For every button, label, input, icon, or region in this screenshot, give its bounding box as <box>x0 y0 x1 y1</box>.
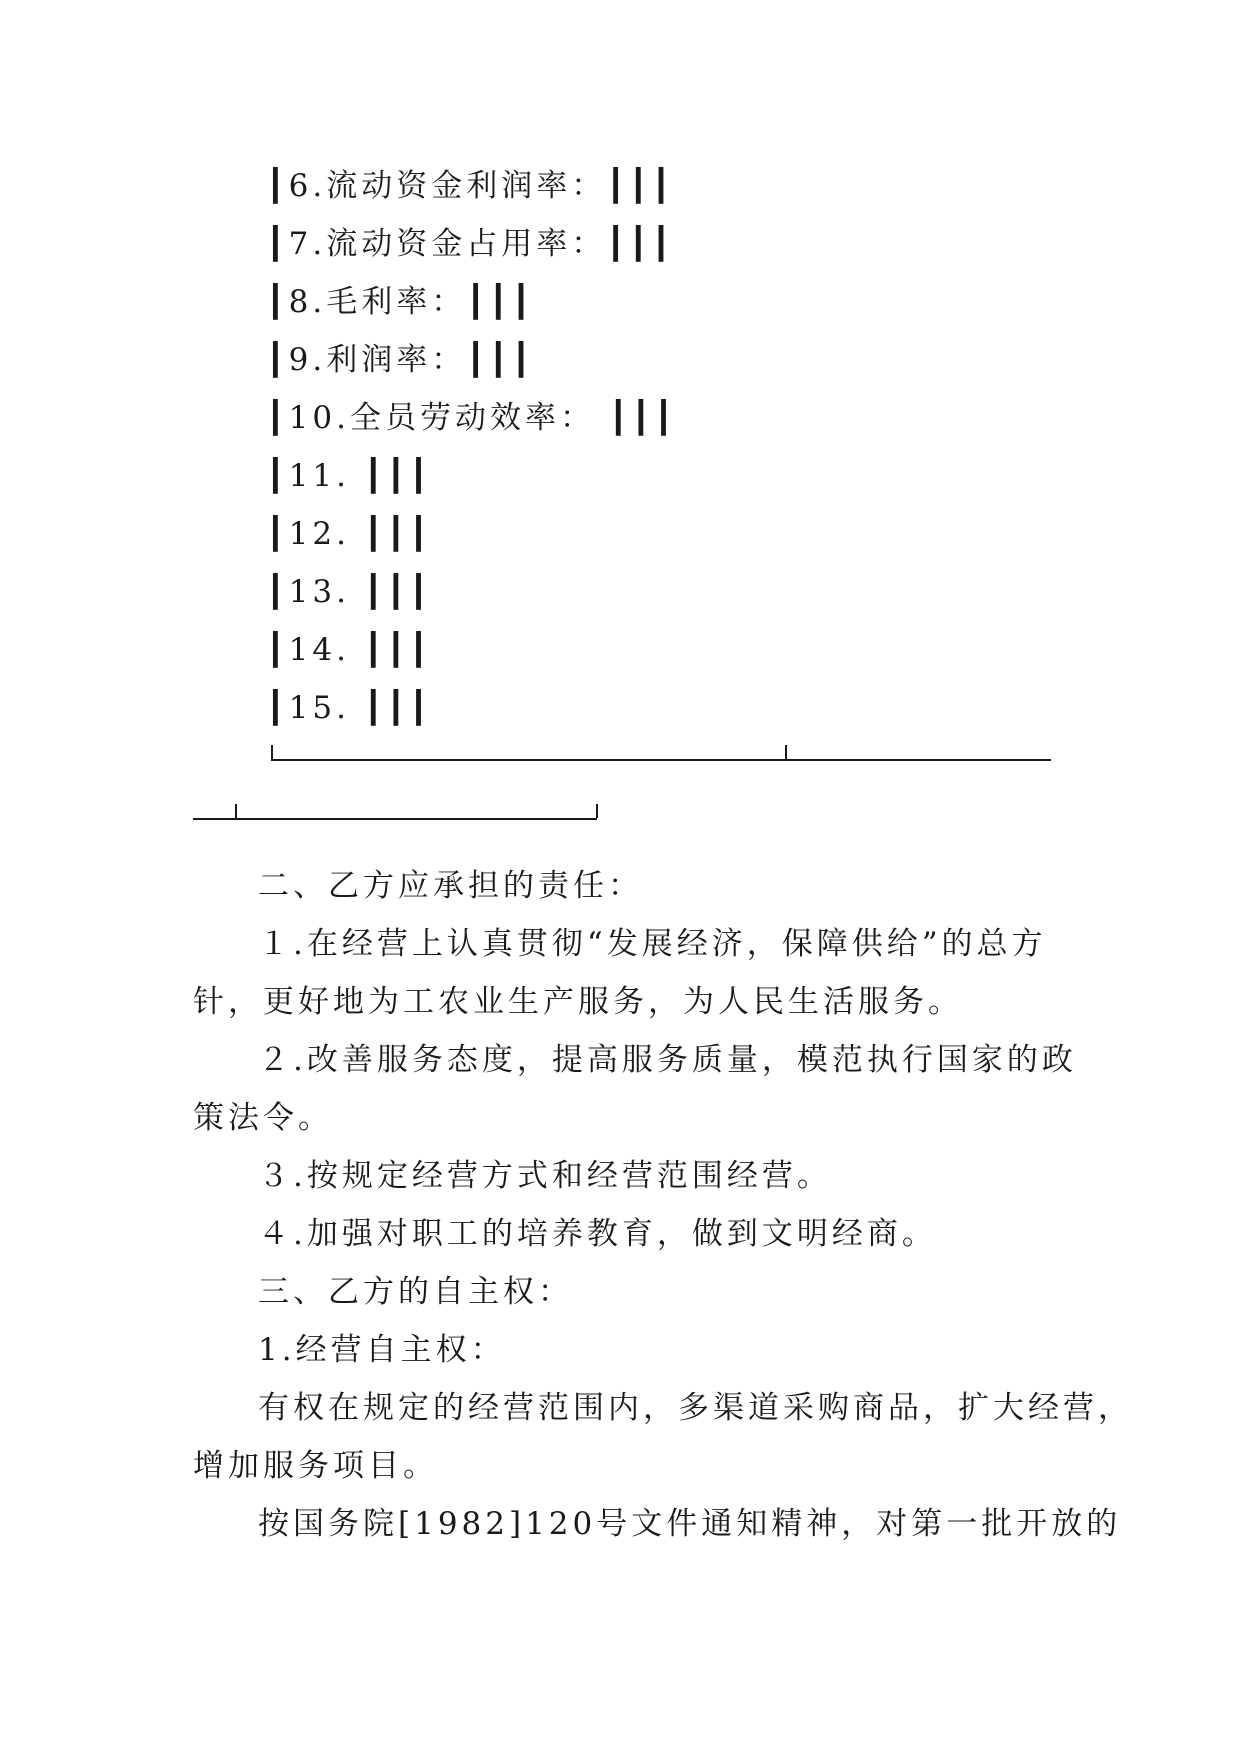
table-row-15: ┃15. ┃┃┃ <box>266 690 432 726</box>
table-row-10: ┃10.全员劳动效率： ┃┃┃ <box>266 400 677 436</box>
table-row-13: ┃13. ┃┃┃ <box>266 574 432 610</box>
section-2-item-2-line-2: 策法令。 <box>193 1100 333 1136</box>
table-row-11: ┃11. ┃┃┃ <box>266 458 432 494</box>
table-row-9: ┃9.利润率：┃┃┃ <box>266 342 535 378</box>
section-3-para-2-line-1: 按国务院[1982]120号文件通知精神，对第一批开放的 <box>258 1506 1122 1542</box>
table-row-8: ┃8.毛利率：┃┃┃ <box>266 284 535 320</box>
table-row-12: ┃12. ┃┃┃ <box>266 516 432 552</box>
section-3-heading: 三、乙方的自主权： <box>258 1274 573 1310</box>
section-2-item-2-line-1: ２.改善服务态度，提高服务质量，模范执行国家的政 <box>258 1042 1077 1078</box>
section-2-heading: 二、乙方应承担的责任： <box>258 868 643 904</box>
table-row-7: ┃7.流动资金占用率：┃┃┃ <box>266 226 675 262</box>
table-row-14: ┃14. ┃┃┃ <box>266 632 432 668</box>
section-2-item-1-line-2: 针，更好地为工农业生产服务，为人民生活服务。 <box>193 984 963 1020</box>
section-3-para-1-line-1: 有权在规定的经营范围内，多渠道采购商品，扩大经营， <box>258 1390 1133 1426</box>
section-3-para-1-line-2: 增加服务项目。 <box>193 1448 438 1484</box>
section-2-item-3: ３.按规定经营方式和经营范围经营。 <box>258 1158 832 1194</box>
table-row-6: ┃6.流动资金利润率：┃┃┃ <box>266 168 675 204</box>
section-2-item-4: ４.加强对职工的培养教育，做到文明经商。 <box>258 1216 937 1252</box>
section-3-item-1: 1.经营自主权： <box>258 1332 506 1368</box>
section-2-item-1-line-1: １.在经营上认真贯彻“发展经济，保障供给”的总方 <box>258 926 1047 962</box>
